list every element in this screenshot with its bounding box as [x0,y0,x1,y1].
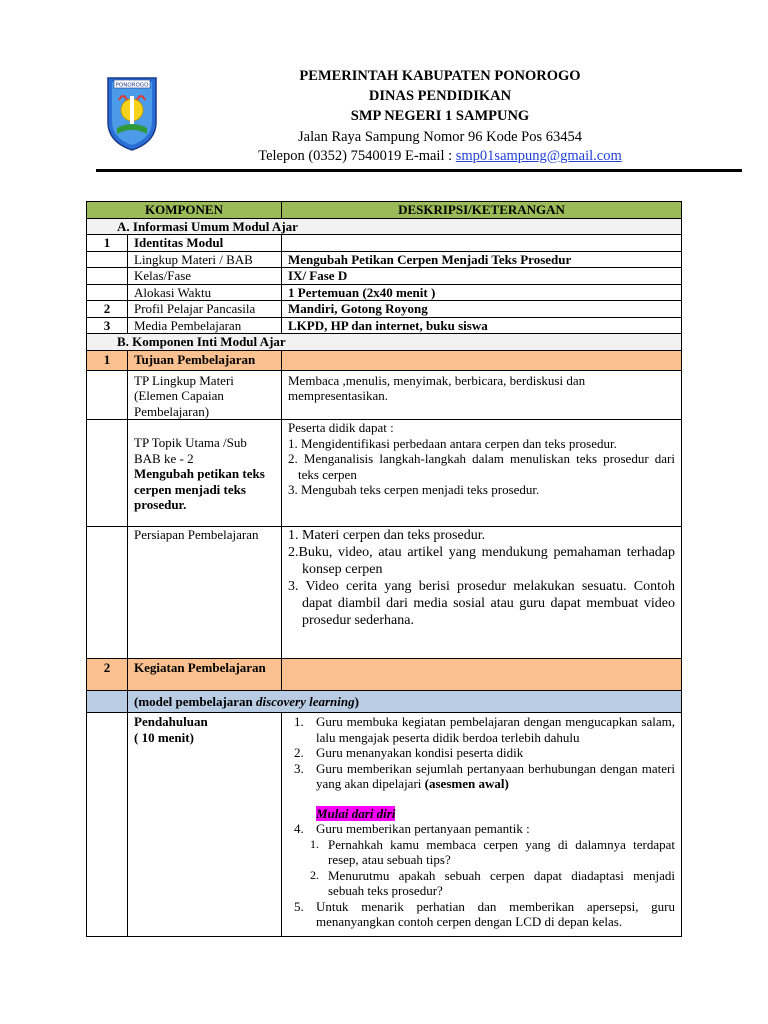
phone-text: Telepon (0352) 7540019 E-mail : [258,148,456,164]
table-row [87,420,682,527]
row-number: 1 [87,235,128,252]
table-row [87,317,682,334]
row-label: Kelas/Fase [128,268,282,285]
list-item: 2.Buku, video, atau artikel yang mendukung pemahaman terhadap konsep cerpen [288,545,675,577]
list-item: 1. Guru membuka kegiatan pembelajaran dengan mengucapkan salam, lalu mengajak peserta didik berdoa terlebih dahulu [294,714,675,745]
school-title: SMP NEGERI 1 SAMPUNG [350,108,530,124]
module-table [86,201,682,937]
list-item: 2. Menganalisis langkah-langkah dalam menuliskan teks prosedur dari teks cerpen [288,451,675,482]
row-value [282,420,682,527]
list-item: 3. Video cerita yang berisi prosedur melakukan sesuatu. Contoh dapat diambil dari media sosial atau guru dapat membuat video prosedur sederhana. [288,579,675,628]
gov-title: PEMERINTAH KABUPATEN PONOROGO [299,68,581,84]
model-row [87,691,682,713]
list-item: 3. Mengubah teks cerpen menjadi teks prosedur. [288,482,540,497]
row-label: Profil Pelajar Pancasila [128,301,282,318]
list-item: 1. Mengidentifikasi perbedaan antara cerpen dan teks prosedur. [288,435,617,451]
row-label: Identitas Modul [128,235,282,252]
department-title: DINAS PENDIDIKAN [368,88,512,104]
row-label: TP Lingkup Materi (Elemen Capaian Pembelajaran) [128,370,282,420]
section-b-row [87,334,682,351]
row-value: 1 Pertemuan (2x40 menit ) [282,284,682,301]
table-row [87,370,682,420]
row-value: Membaca ,menulis, menyimak, berbicara, berdiskusi dan mempresentasikan. [282,370,682,420]
row-label [128,713,282,937]
section-a-row [87,218,682,235]
header-divider [96,169,742,172]
row-label: Media Pembelajaran [128,317,282,334]
row-number: 3 [87,317,128,334]
header-komponen: KOMPONEN [87,202,282,219]
row-number: 1 [87,350,128,370]
row-number: 2 [87,301,128,318]
table-row [87,301,682,318]
list-item: 4. Guru memberikan pertanyaan pemantik : [294,821,530,836]
svg-text:PONOROGO: PONOROGO [115,82,149,89]
table-row [87,235,682,252]
list-item: 5. Untuk menarik perhatian dan memberikan apersepsi, guru menanyangkan contoh cerpen dengan LCD di depan kelas. [294,898,675,929]
row-number: 2 [87,659,128,691]
row-label: Kegiatan Pembelajaran [128,659,282,691]
tp-topik-title: Mengubah petikan teks cerpen menjadi teks prosedur. [134,466,265,512]
row-value: IX/ Fase D [282,268,682,285]
pendahuluan-time: ( 10 menit) [134,729,194,745]
kegiatan-row [87,659,682,691]
letterhead [0,0,768,175]
section-a-title: A. Informasi Umum Modul Ajar [87,218,682,235]
list-item: 3. Guru memberikan sejumlah pertanyaan berhubungan dengan materi yang akan dipelajari (asesmen awal) [294,760,675,791]
table-row [87,251,682,268]
school-contact [180,148,700,165]
row-label: Alokasi Waktu [128,284,282,301]
section-b-title: B. Komponen Inti Modul Ajar [87,334,682,351]
table-row [87,527,682,659]
table-row [87,284,682,301]
row-label [128,420,282,527]
tp-intro: Peserta didik dapat : [288,420,394,435]
ponorogo-emblem-icon [103,70,161,152]
row-label: Lingkup Materi / BAB [128,251,282,268]
sub-list-item: 1. Pernahkah kamu membaca cerpen yang di dalamnya terdapat resep, atau sebuah tips? [310,836,675,867]
highlight-mulai: Mulai dari diri [316,805,396,821]
list-item: 2. Guru menanyakan kondisi peserta didik [294,745,524,760]
pendahuluan-row [87,713,682,937]
sub-list-item: 2. Menurutmu apakah sebuah cerpen dapat diadaptasi menjadi sebuah teks prosedur? [310,867,675,898]
row-value [282,713,682,937]
table-row [87,268,682,285]
tujuan-row [87,350,682,370]
highlight-line [294,806,675,822]
header-deskripsi: DESKRIPSI/KETERANGAN [282,202,682,219]
pendahuluan-label: Pendahuluan [134,714,208,729]
row-value [282,527,682,659]
row-label: Tujuan Pembelajaran [128,350,282,370]
row-value: LKPD, HP dan internet, buku siswa [282,317,682,334]
list-item: 1. Materi cerpen dan teks prosedur. [288,528,486,543]
row-value: Mengubah Petikan Cerpen Menjadi Teks Prosedur [282,251,682,268]
school-address: Jalan Raya Sampung Nomor 96 Kode Pos 63454 [298,129,582,145]
row-value [282,235,682,252]
row-label: Persiapan Pembelajaran [128,527,282,659]
email-link[interactable]: smp01sampung@gmail.com [455,148,622,164]
tp-topik-label: TP Topik Utama /Sub BAB ke - 2 [134,435,247,466]
model-text: (model pembelajaran discovery learning) [128,691,682,713]
table-header-row [87,202,682,219]
row-value: Mandiri, Gotong Royong [282,301,682,318]
